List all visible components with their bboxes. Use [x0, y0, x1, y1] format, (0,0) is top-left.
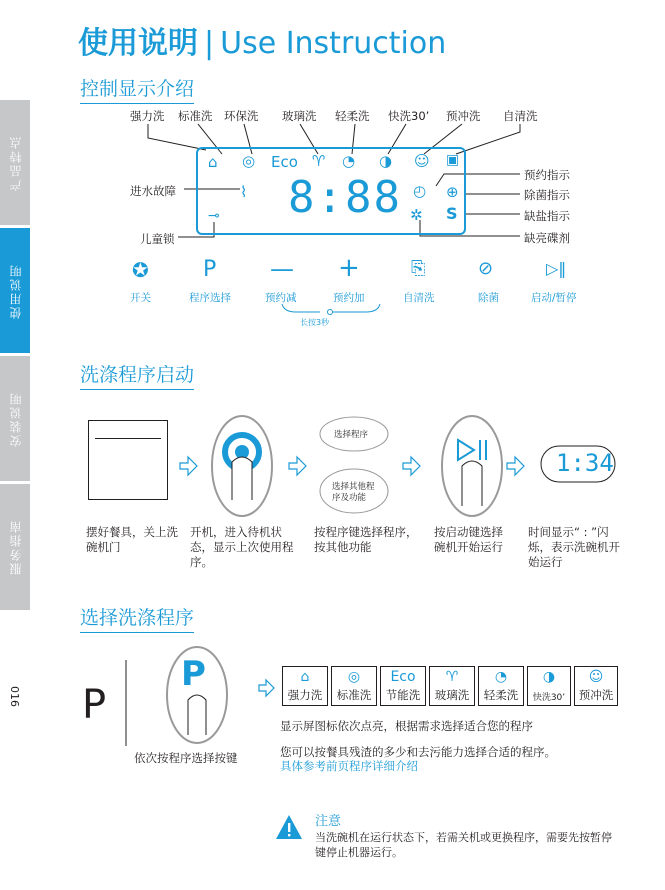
program-label: 标准洗 [336, 688, 372, 702]
sterilize-indicator-icon: ⊕ [446, 183, 459, 201]
long-press-label: 长按3秒 [300, 318, 330, 327]
intensive-icon: ⌂ [300, 669, 310, 685]
step-2-text: 开机，进入待机状态，显示上次使用程序。 [190, 525, 294, 569]
label-delay: 预约指示 [524, 168, 570, 182]
sterilize-button-icon[interactable]: ⊘ [478, 258, 494, 279]
program-label: 强力洗 [287, 688, 323, 702]
selfclean-button-icon[interactable]: ⎘ [411, 258, 426, 279]
select-desc-1: 显示屏图标依次点亮，根据需求选择适合您的程序 [280, 719, 533, 733]
label-rinse-aid: 缺亮碟剂 [524, 231, 570, 245]
label-eco: 环保洗 [224, 109, 259, 123]
display-digits: 8:88 [288, 172, 402, 223]
side-tab-label: 服务指南 [8, 519, 23, 575]
program-label: 轻柔洗 [483, 688, 519, 702]
step-3-text: 按程序键选择程序，按其他功能 [314, 525, 418, 554]
program-label: 快洗30’ [532, 693, 566, 703]
select-desc-2: 您可以按餐具残渣的多少和去污能力选择合适的程序。 [280, 745, 556, 759]
label-glass: 玻璃洗 [282, 109, 317, 123]
label-quick30: 快洗30’ [388, 109, 430, 123]
child-lock-icon: ⊸ [208, 208, 220, 224]
title-en: Use Instruction [220, 26, 447, 61]
label-normal: 标准洗 [178, 109, 213, 123]
power-icon[interactable]: ✪ [132, 258, 149, 282]
button-label-selfclean: 自清洗 [403, 292, 435, 304]
eco-text: Eco [271, 153, 298, 171]
step-5-text: 时间显示“ : ”闪烁，表示洗碗机开始运行 [528, 525, 620, 569]
label-water-fault: 进水故障 [130, 184, 176, 198]
program-button-icon[interactable]: P [181, 654, 206, 694]
button-label-program: 程序选择 [189, 292, 231, 304]
section-title-select: 选择洗涤程序 [80, 603, 194, 633]
step-1-text: 摆好餐具，关上洗碗机门 [86, 525, 178, 554]
section-title-start: 洗涤程序启动 [80, 360, 194, 390]
note-title: 注意 [315, 814, 342, 829]
prewash-icon: ☺ [414, 152, 430, 170]
quick-icon: ◑ [379, 152, 393, 170]
program-icon[interactable]: P [203, 257, 217, 282]
select-caption: 依次按程序选择按键 [134, 751, 238, 765]
bubble-select-program: 选择程序 [334, 430, 369, 440]
bubble-select-other: 选择其他程序及功能 [332, 482, 375, 503]
label-intensive: 强力洗 [130, 109, 165, 123]
label-selfclean: 自清洗 [503, 109, 538, 123]
label-sterilize: 除菌指示 [524, 188, 570, 202]
p-letter: P [82, 682, 107, 728]
normal-icon: ◎ [347, 669, 361, 685]
button-label-power: 开关 [130, 292, 151, 304]
rinse-aid-icon: ✲ [410, 206, 423, 224]
time-display: 1:34 [556, 449, 614, 477]
label-gentle: 轻柔洗 [335, 109, 370, 123]
program-label: 预冲洗 [578, 688, 614, 702]
note-body: 当洗碗机在运行状态下，若需关机或更换程序，需要先按暂停键停止机器运行。 [315, 831, 612, 859]
selfclean-icon: ▣ [446, 152, 460, 168]
label-salt: 缺盐指示 [524, 209, 570, 223]
gentle-icon: ◔ [342, 152, 356, 170]
button-label-sterilize: 除菌 [478, 292, 499, 304]
intensive-icon: ⌂ [208, 153, 218, 171]
gentle-icon: ◔ [494, 669, 508, 685]
quick-icon: ◑ [542, 669, 556, 685]
salt-indicator-icon: S [446, 204, 458, 223]
step-4-text: 按启动键选择碗机开始运行 [434, 525, 503, 554]
side-tab-label: 安装说明 [8, 390, 23, 447]
prewash-icon: ☺ [588, 669, 604, 685]
plus-icon[interactable]: + [338, 253, 360, 283]
button-label-start-pause: 启动/暂停 [531, 292, 577, 304]
glass-icon: ♈ [445, 669, 459, 685]
side-tab-label: 产品特点 [8, 134, 23, 191]
button-label-delay-plus: 预约加 [333, 292, 365, 304]
side-tab-label: 使用说明 [8, 262, 23, 319]
delay-indicator-icon: ◴ [413, 182, 427, 200]
eco-icon: Eco [390, 669, 416, 685]
normal-wash-icon: ◎ [242, 152, 256, 170]
select-desc-link[interactable]: 具体参考前页程序详细介绍 [280, 759, 418, 773]
minus-icon[interactable]: — [270, 255, 294, 283]
start-pause-icon[interactable]: ▷‖ [546, 259, 567, 278]
title-separator: | [204, 26, 215, 61]
label-prewash: 预冲洗 [446, 109, 481, 123]
program-label: 玻璃洗 [434, 688, 470, 702]
button-label-delay-minus: 预约减 [265, 292, 297, 304]
program-label: 节能洗 [385, 688, 421, 702]
section-title-control-display: 控制显示介绍 [80, 74, 194, 104]
label-child-lock: 儿童锁 [140, 232, 175, 246]
title-cn: 使用说明 [78, 26, 198, 61]
water-fault-icon: ⌇ [240, 183, 248, 201]
page-number: 016 [8, 686, 21, 707]
glass-icon: ♈ [312, 152, 326, 170]
